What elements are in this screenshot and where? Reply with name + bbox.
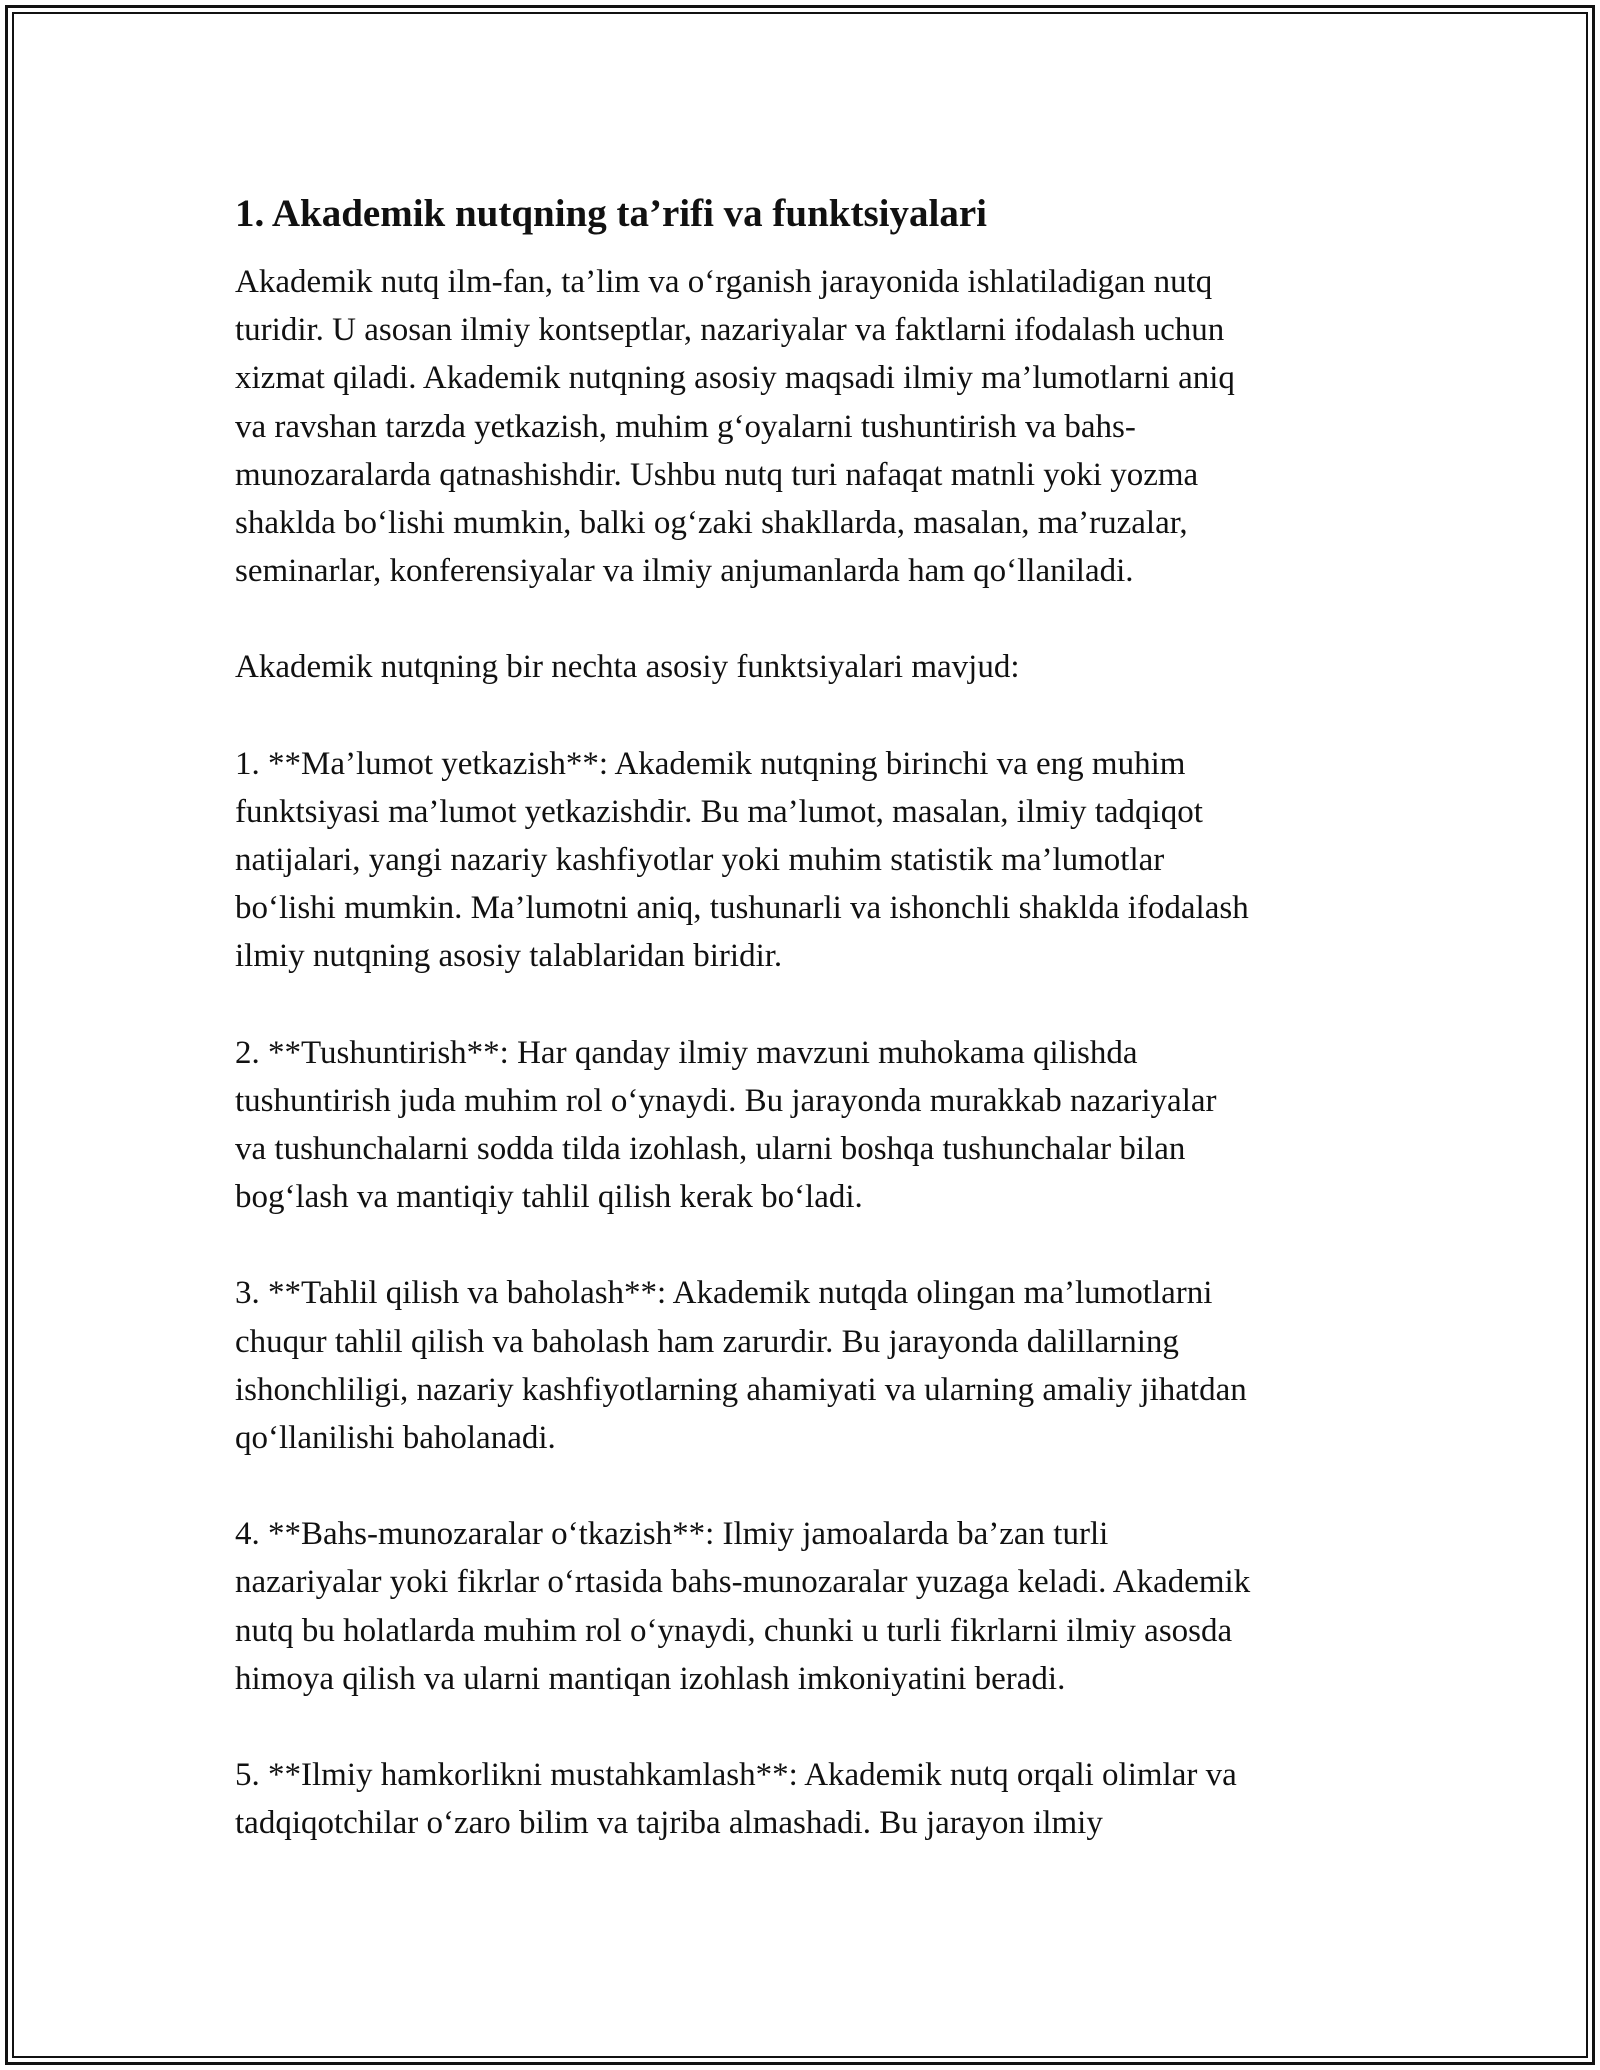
text-line: bo‘lishi mumkin. Ma’lumotni aniq, tushunarli va ishonchli shaklda ifodalash [235,890,1249,927]
text-line: chuqur tahlil qilish va baholash ham zarurdir. Bu jarayonda dalillarning [235,1323,1179,1360]
text-line: xizmat qiladi. Akademik nutqning asosiy maqsadi ilmiy ma’lumotlarni aniq [235,360,1235,397]
section-heading: 1. Akademik nutqning ta’rifi va funktsiyalari [235,192,987,235]
text-line: turidir. U asosan ilmiy kontseptlar, nazariyalar va faktlarni ifodalash uchun [235,312,1225,349]
text-line: bog‘lash va mantiqiy tahlil qilish kerak bo‘ladi. [235,1179,863,1216]
text-line: seminarlar, konferensiyalar va ilmiy anjumanlarda ham qo‘llaniladi. [235,553,1134,590]
text-line: tushuntirish juda muhim rol o‘ynaydi. Bu jarayonda murakkab nazariyalar [235,1082,1217,1119]
text-line: 3. **Tahlil qilish va baholash**: Akademik nutqda olingan ma’lumotlarni [235,1275,1213,1312]
text-line: natijalari, yangi nazariy kashfiyotlar yoki muhim statistik ma’lumotlar [235,842,1165,879]
text-line: 1. **Ma’lumot yetkazish**: Akademik nutqning birinchi va eng muhim [235,745,1186,782]
text-line: funktsiyasi ma’lumot yetkazishdir. Bu ma’lumot, masalan, ilmiy tadqiqot [235,793,1203,830]
text-line: qo‘llanilishi baholanadi. [235,1420,556,1457]
text-line: tadqiqotchilar o‘zaro bilim va tajriba almashadi. Bu jarayon ilmiy [235,1805,1103,1842]
paragraph-function-3 [235,1269,1375,1462]
text-line: ilmiy nutqning asosiy talablaridan biridir. [235,938,783,975]
text-line: 2. **Tushuntirish**: Har qanday ilmiy mavzuni muhokama qilishda [235,1034,1138,1071]
text-line: nazariyalar yoki fikrlar o‘rtasida bahs-munozaralar yuzaga keladi. Akademik [235,1564,1251,1601]
text-line: shaklda bo‘lishi mumkin, balki og‘zaki shakllarda, masalan, ma’ruzalar, [235,505,1188,542]
paragraph-functions-intro [235,643,1375,691]
paragraph-function-5 [235,1751,1375,1847]
paragraph-function-1 [235,740,1375,981]
text-line: va tushunchalarni sodda tilda izohlash, ularni boshqa tushunchalar bilan [235,1131,1186,1168]
paragraph-function-2 [235,1029,1375,1222]
paragraph-function-4 [235,1510,1375,1703]
text-line: Akademik nutqning bir nechta asosiy funktsiyalari mavjud: [235,649,1020,686]
text-line: ishonchliligi, nazariy kashfiyotlarning ahamiyati va ularning amaliy jihatdan [235,1371,1247,1408]
text-line: va ravshan tarzda yetkazish, muhim g‘oyalarni tushuntirish va bahs- [235,408,1136,445]
text-line: nutq bu holatlarda muhim rol o‘ynaydi, chunki u turli fikrlarni ilmiy asosda [235,1612,1233,1649]
text-line: munozaralarda qatnashishdir. Ushbu nutq turi nafaqat matnli yoki yozma [235,456,1199,493]
document-body [235,182,1375,1895]
text-line: Akademik nutq ilm-fan, ta’lim va o‘rganish jarayonida ishlatiladigan nutq [235,264,1213,300]
text-line: 5. **Ilmiy hamkorlikni mustahkamlash**: Akademik nutq orqali olimlar va [235,1757,1237,1794]
paragraph-definition [235,258,1375,595]
text-line: himoya qilish va ularni mantiqan izohlash imkoniyatini beradi. [235,1660,1066,1697]
text-line: 4. **Bahs-munozaralar o‘tkazish**: Ilmiy jamoalarda ba’zan turli [235,1516,1109,1553]
